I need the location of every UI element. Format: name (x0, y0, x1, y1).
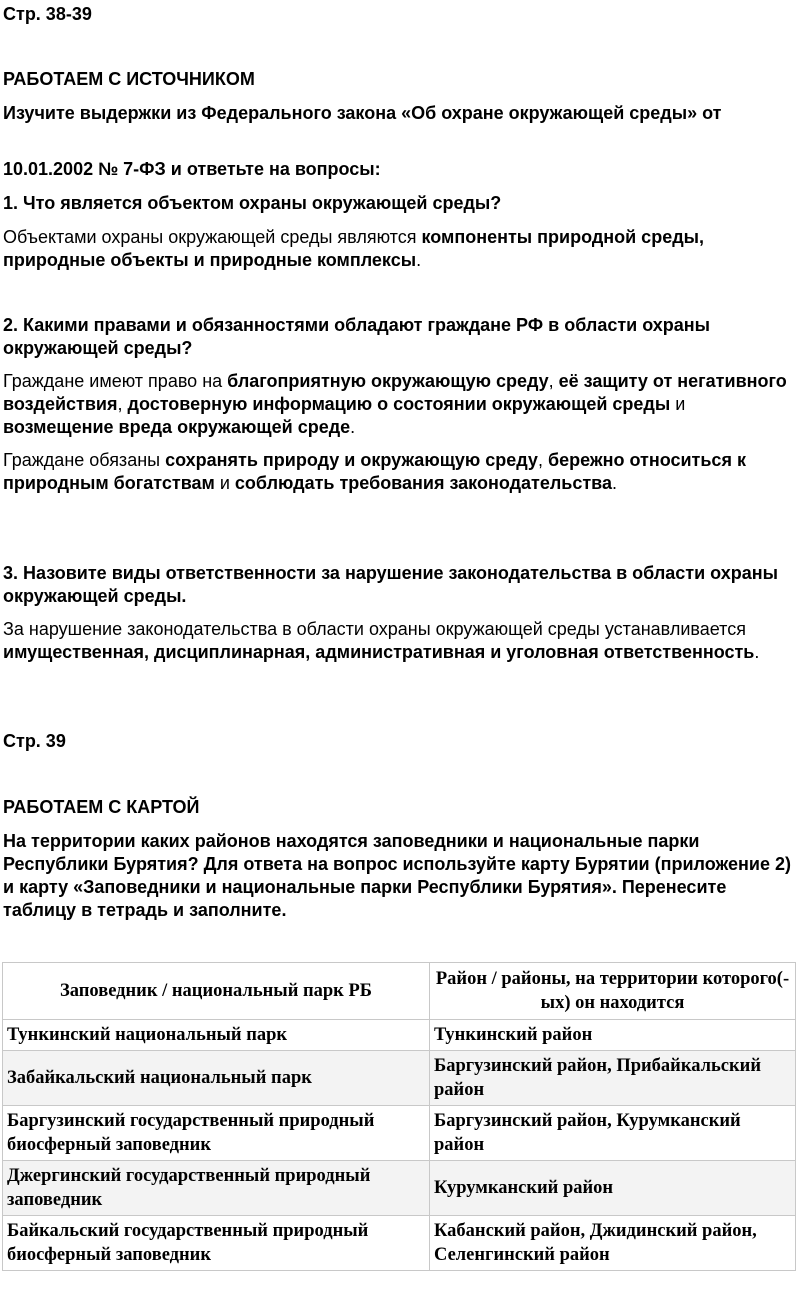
map-task: На территории каких районов находятся заповедники и национальные парки Республики Бурятия? Для ответа на вопрос используйте карту Бурятии (приложение 2) и карту «Заповедники и национальные парки Республики Бурятия». Перенесите таблицу в тетрадь и заполните. (3, 831, 791, 920)
table-cell-park: Баргузинский государственный природный биосферный заповедник (3, 1106, 430, 1161)
table-row (3, 1216, 796, 1271)
table-cell-district: Курумканский район (430, 1161, 796, 1216)
table-row (3, 1020, 796, 1051)
question-3: 3. Назовите виды ответственности за нарушение законодательства в области охраны окружающей среды. (3, 563, 778, 606)
page-ref-39: Стр. 39 (3, 731, 66, 751)
table-row (3, 1051, 796, 1106)
table-cell-park: Джергинский государственный природный заповедник (3, 1161, 430, 1216)
section-title-map: РАБОТАЕМ С КАРТОЙ (3, 797, 200, 817)
page-ref-38-39: Стр. 38-39 (3, 4, 92, 24)
table-row (3, 1161, 796, 1216)
answer-1: Объектами охраны окружающей среды являются компоненты природной среды, природные объекты и природные комплексы. (3, 227, 704, 270)
answer-2-rights: Граждане имеют право на благоприятную окружающую среду, её защиту от негативного воздействия, достоверную информацию о состоянии окружающей среды и возмещение вреда окружающей среде. (3, 371, 787, 437)
intro-line-2: 10.01.2002 № 7-ФЗ и ответьте на вопросы: (3, 159, 381, 179)
section-title-source: РАБОТАЕМ С ИСТОЧНИКОМ (3, 69, 255, 89)
table-cell-district: Баргузинский район, Курумканский район (430, 1106, 796, 1161)
table-cell-district: Тункинский район (430, 1020, 796, 1051)
question-1: 1. Что является объектом охраны окружающей среды? (3, 193, 502, 213)
question-2: 2. Какими правами и обязанностями обладают граждане РФ в области охраны окружающей среды? (3, 315, 711, 358)
table-cell-park: Байкальский государственный природный биосферный заповедник (3, 1216, 430, 1271)
table-cell-district: Кабанский район, Джидинский район, Селенгинский район (430, 1216, 796, 1271)
intro-line-1: Изучите выдержки из Федерального закона «Об охране окружающей среды» от (3, 103, 722, 123)
answer-3: За нарушение законодательства в области охраны окружающей среды устанавливается имущественная, дисциплинарная, административная и уголовная ответственность. (3, 619, 760, 662)
table-cell-district: Баргузинский район, Прибайкальский район (430, 1051, 796, 1106)
parks-table (2, 962, 796, 1271)
answer-2-duties: Граждане обязаны сохранять природу и окружающую среду, бережно относиться к природным богатствам и соблюдать требования законодательства. (3, 450, 746, 493)
table-header-row (3, 963, 796, 1020)
table-cell-park: Тункинский национальный парк (3, 1020, 430, 1051)
table-cell-park: Забайкальский национальный парк (3, 1051, 430, 1106)
table-header-district: Район / районы, на территории которого(-ых) он находится (430, 963, 796, 1020)
table-row (3, 1106, 796, 1161)
table-header-park: Заповедник / национальный парк РБ (3, 963, 430, 1020)
